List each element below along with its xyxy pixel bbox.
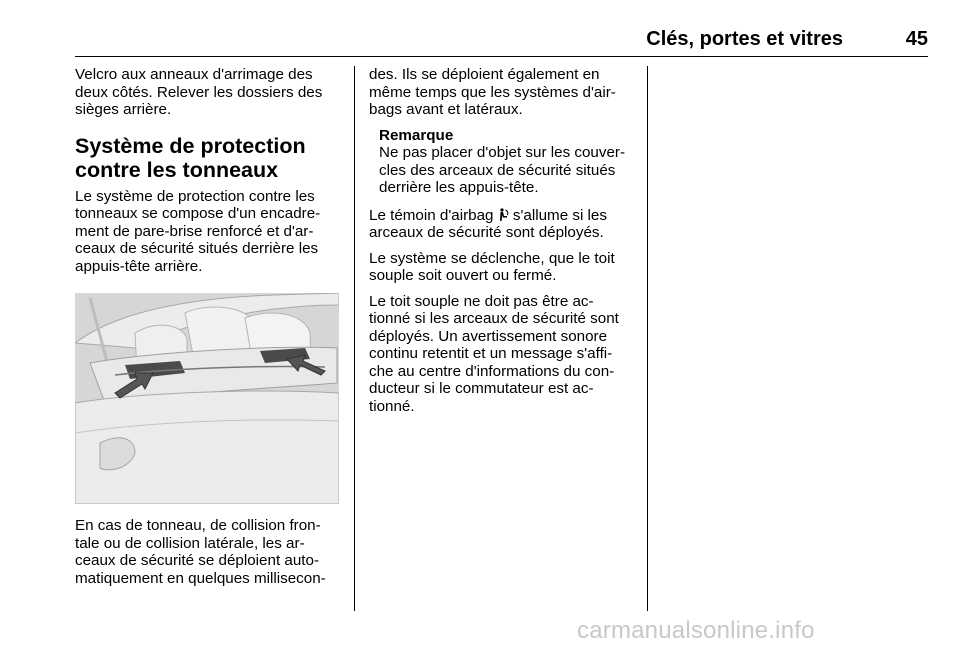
paragraph-line: matiquement en quelques millisecon- (75, 569, 326, 587)
airbag-icon (498, 208, 509, 222)
note-line: derrière les appuis-tête. (379, 179, 539, 196)
paragraph-line: ducteur si le commutateur est ac- (369, 380, 594, 397)
paragraph-line: même temps que les systèmes d'air- (369, 83, 616, 101)
watermark: carmanualsonline.info (577, 617, 815, 644)
intro-line: deux côtés. Relever les dossiers des (75, 83, 323, 101)
intro-paragraph (75, 66, 340, 119)
paragraph-3 (369, 250, 634, 285)
paragraph-line: souple soit ouvert ou fermé. (369, 267, 557, 284)
note-line: Ne pas placer d'objet sur les couver- (379, 144, 626, 161)
note-line: cles des arceaux de sécurité situés (379, 161, 616, 179)
paragraph-4 (369, 293, 634, 416)
paragraph-2 (369, 207, 634, 242)
paragraph-line: Le toit souple ne doit pas être ac- (369, 292, 594, 310)
note-box (379, 127, 634, 197)
convertible-rollover-bars-illustration (75, 293, 339, 504)
after-figure-paragraph (75, 517, 340, 587)
heading-line: contre les tonneaux (75, 157, 279, 182)
paragraph-line: déployés. Un avertissement sonore (369, 327, 608, 345)
page-header (75, 28, 928, 57)
column-1 (75, 66, 340, 283)
text-after-icon: s'allume si les (508, 206, 607, 224)
paragraph-line: continu retentit et un message s'affi- (369, 345, 613, 362)
page-number: 45 (905, 28, 928, 50)
section-line: tonneaux se compose d'un encadre- (75, 205, 321, 222)
intro-line: sièges arrière. (75, 101, 172, 118)
paragraph-line: tale ou de collision latérale, les ar- (75, 534, 305, 552)
section-line: appuis-tête arrière. (75, 257, 203, 275)
chapter-title: Clés, portes et vitres (646, 28, 843, 50)
heading-line: Système de protection (75, 133, 306, 158)
paragraph-line: En cas de tonneau, de collision fron- (75, 517, 321, 534)
section-paragraph (75, 188, 340, 276)
paragraph-line: bags avant et latéraux. (369, 101, 523, 118)
column-divider-2 (647, 66, 648, 611)
section-line: ceaux de sécurité situés derrière les (75, 240, 319, 257)
paragraph-line (369, 207, 634, 225)
section-line: Le système de protection contre les (75, 187, 315, 205)
paragraph-line: tionné. (369, 397, 415, 415)
note-title: Remarque (379, 126, 454, 144)
paragraph-line: arceaux de sécurité sont déployés. (369, 224, 604, 241)
column-2 (369, 66, 634, 423)
paragraph-line: tionné si les arceaux de sécurité sont (369, 310, 619, 327)
paragraph-line: che au centre d'informations du con- (369, 362, 615, 380)
paragraph-line: ceaux de sécurité se déploient auto- (75, 552, 320, 569)
paragraph-1 (369, 66, 634, 119)
paragraph-line: Le système se déclenche, que le toit (369, 249, 615, 267)
paragraph-line: des. Ils se déploient également en (369, 66, 600, 83)
section-line: ment de pare-brise renforcé et d'ar- (75, 222, 314, 240)
column-divider-1 (354, 66, 355, 611)
text-before-icon: Le témoin d'airbag (369, 206, 498, 224)
section-heading (75, 134, 340, 182)
intro-line: Velcro aux anneaux d'arrimage des (75, 66, 313, 83)
